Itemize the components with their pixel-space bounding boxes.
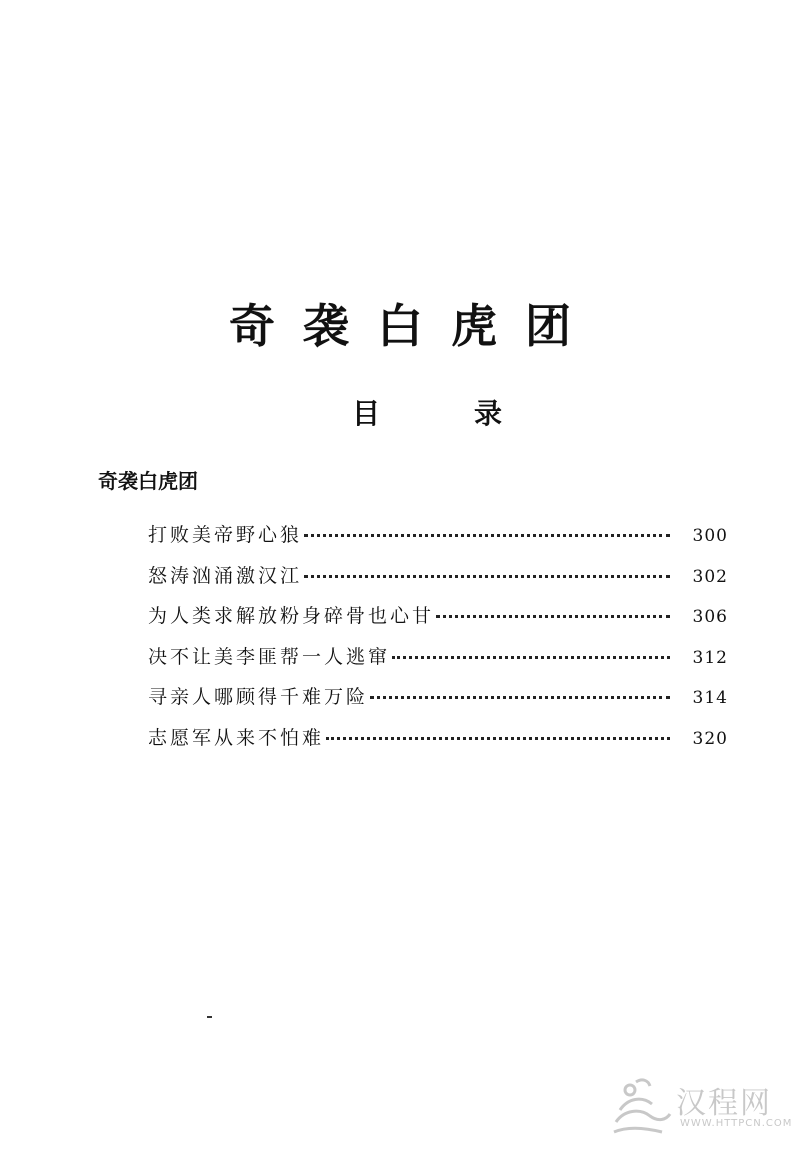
toc-entry-page: 314 [692,688,728,709]
toc-entry[interactable] [148,682,728,723]
toc-heading-char-1: 目 [352,397,381,430]
toc-entry-page: 300 [692,526,728,546]
toc-entry-label: 为人类求解放粉身碎骨也心甘 [148,605,435,628]
toc-entry-label: 打败美帝野心狼 [148,524,303,546]
dot-leader [304,532,670,537]
dot-leader [436,613,670,618]
watermark [606,1070,796,1140]
toc-entry-label: 怒涛汹涌激汉江 [148,564,303,587]
dot-leader [304,573,670,578]
watermark-logo-icon [606,1070,676,1140]
toc-entry-page: 320 [692,728,728,749]
dot-leader [392,654,670,659]
toc-entry-label: 寻亲人哪顾得千难万险 [148,686,369,709]
toc-entry[interactable] [148,723,728,764]
toc-heading-char-2: 录 [474,397,503,430]
toc-entry-page: 306 [692,607,728,628]
toc-entry-label: 志愿军从来不怕难 [148,726,325,749]
toc-entry[interactable] [148,561,728,602]
toc-entry-page: 312 [692,647,728,668]
toc-entry-page: 302 [692,566,728,587]
watermark-text: 汉程网 [676,1086,772,1121]
print-speck [207,1016,212,1018]
book-title: 奇袭白虎团 [229,299,599,353]
dot-leader [370,694,670,699]
toc-entry[interactable] [148,642,728,683]
toc-entry-label: 决不让美李匪帮一人逃窜 [148,645,391,668]
toc-entry[interactable] [148,520,728,561]
toc-entry[interactable] [148,601,728,642]
dot-leader [326,735,670,740]
toc-list [148,520,728,764]
section-title: 奇袭白虎团 [98,469,198,493]
watermark-url: WWW.HTTPCN.COM [680,1118,793,1129]
